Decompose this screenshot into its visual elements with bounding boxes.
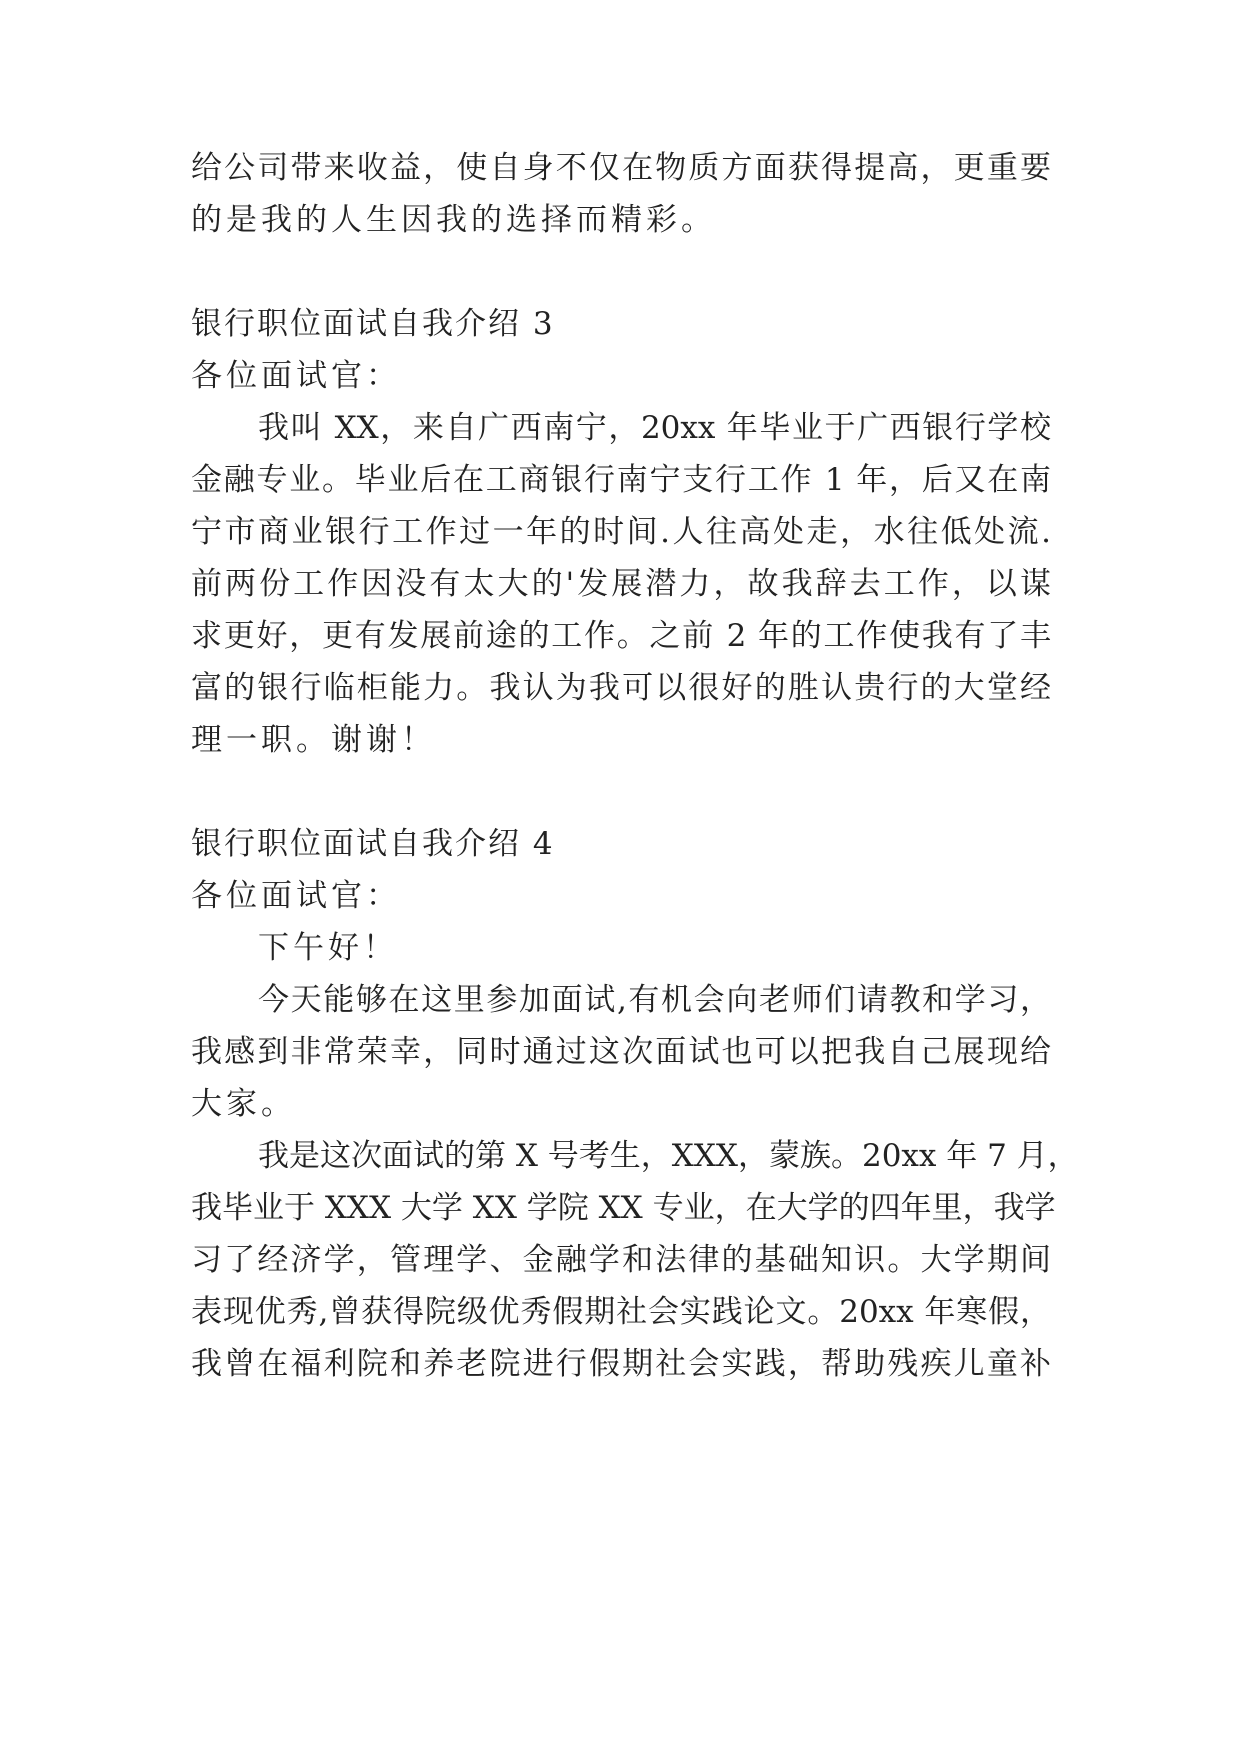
body-line: 我叫 XX，来自广西南宁，20xx 年毕业于广西银行学校 <box>258 410 1051 446</box>
body-line: 今天能够在这里参加面试,有机会向老师们请教和学习， <box>258 982 1051 1018</box>
body-line: 大家。 <box>191 1086 296 1122</box>
body-line: 求更好，更有发展前途的工作。之前 2 年的工作使我有了丰 <box>191 618 1051 654</box>
section-title: 银行职位面试自我介绍 3 <box>191 306 555 342</box>
salutation: 各位面试官： <box>191 358 401 394</box>
body-line: 富的银行临柜能力。我认为我可以很好的胜认贵行的大堂经 <box>191 670 1051 706</box>
body-line: 表现优秀,曾获得院级优秀假期社会实践论文。20xx 年寒假， <box>191 1294 1051 1330</box>
body-line: 我是这次面试的第 X 号考生，XXX，蒙族。20xx 年 7 月， <box>258 1138 1079 1174</box>
body-line: 宁市商业银行工作过一年的时间.人往高处走，水往低处流. <box>191 514 1051 550</box>
body-line: 我毕业于 XXX 大学 XX 学院 XX 专业，在大学的四年里，我学 <box>191 1190 1056 1226</box>
body-line: 给公司带来收益，使自身不仅在物质方面获得提高，更重要 <box>191 150 1051 186</box>
body-line: 习了经济学，管理学、金融学和法律的基础知识。大学期间 <box>191 1242 1051 1278</box>
body-line: 我感到非常荣幸，同时通过这次面试也可以把我自己展现给 <box>191 1034 1051 1070</box>
body-line: 我曾在福利院和养老院进行假期社会实践，帮助残疾儿童补 <box>191 1346 1051 1382</box>
section-title: 银行职位面试自我介绍 4 <box>191 826 555 862</box>
greeting: 下午好！ <box>258 930 398 966</box>
body-line: 前两份工作因没有太大的'发展潜力，故我辞去工作，以谋 <box>191 566 1051 602</box>
body-line: 的是我的人生因我的选择而精彩。 <box>191 202 716 238</box>
salutation: 各位面试官： <box>191 878 401 914</box>
body-line: 理一职。谢谢！ <box>191 722 436 758</box>
body-line: 金融专业。毕业后在工商银行南宁支行工作 1 年，后又在南 <box>191 462 1051 498</box>
